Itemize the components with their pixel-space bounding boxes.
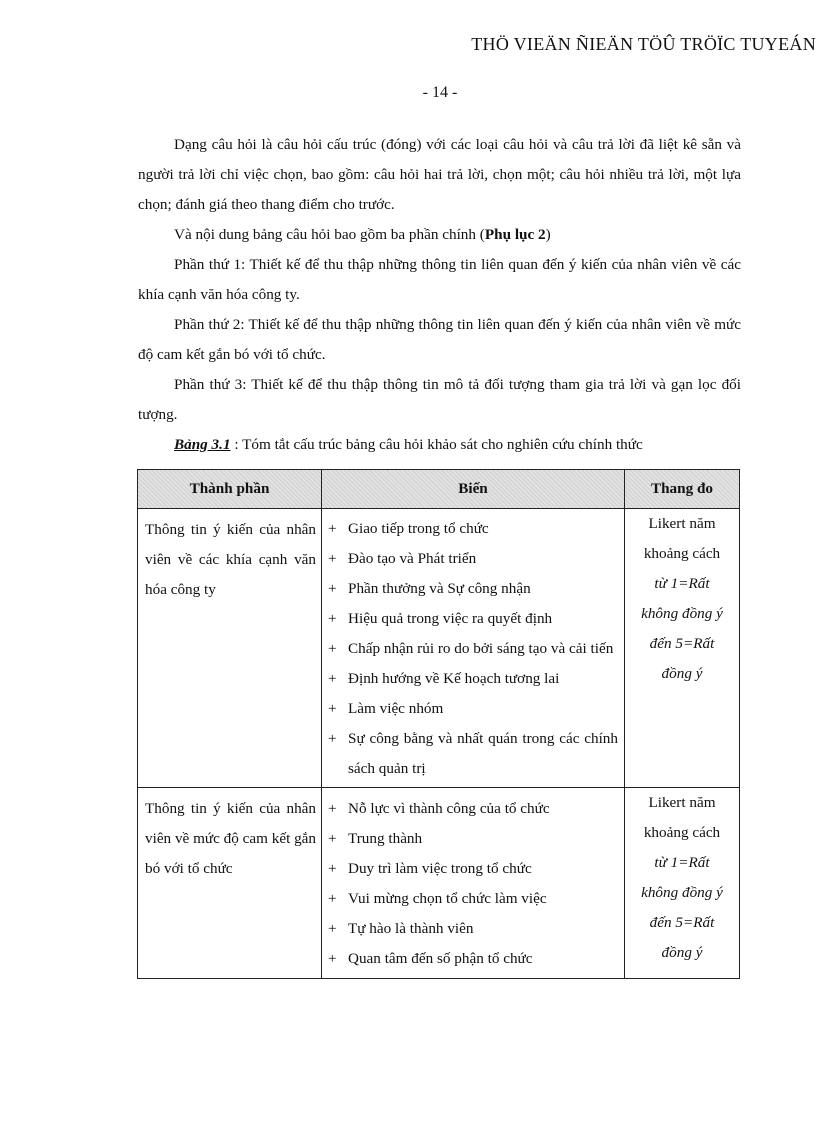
table-caption-label: Bảng 3.1 [174,436,231,453]
variables-cell [322,788,625,979]
scale-cell [625,509,740,788]
table-row [138,788,740,979]
variable-item: + Đào tạo và Phát triển [328,550,477,567]
scale-line: khoảng cách [643,824,721,841]
table-header-row [138,470,740,509]
paragraph-text: Và nội dung bảng câu hỏi bao gồm ba phần chính ( [174,226,485,243]
variable-item: + Vui mừng chọn tổ chức làm việc [328,890,547,907]
variable-item: + Chấp nhận rủi ro do bởi sáng tạo và cải tiến [328,640,614,657]
variable-item: + Hiệu quả trong việc ra quyết định [328,610,553,627]
variable-item: + Nỗ lực vì thành công của tổ chức [328,800,550,817]
component-cell: Thông tin ý kiến của nhân viên về các khía cạnh văn hóa công ty [138,509,322,788]
variable-item: + Tự hào là thành viên [328,920,474,937]
paragraph: Phần thứ 3: Thiết kế để thu thập thông tin mô tả đối tượng tham gia trả lời và gạn lọc đối tượng. [138,376,741,423]
table-caption-text: : Tóm tắt cấu trúc bảng câu hỏi khảo sát cho nghiên cứu chính thức [230,436,643,453]
variable-item: + Quan tâm đến số phận tổ chức [328,950,533,967]
body-text [138,130,741,460]
scale-line: không đồng ý [641,884,723,901]
component-cell: Thông tin ý kiến của nhân viên về mức độ cam kết gắn bó với tổ chức [138,788,322,979]
paragraph: Phần thứ 1: Thiết kế để thu thập những thông tin liên quan đến ý kiến của nhân viên về các khía cạnh văn hóa công ty. [138,256,741,303]
scale-line: đến 5=Rất [649,635,715,652]
appendix-reference: Phụ lục 2 [484,226,546,243]
variable-item: + Làm việc nhóm [328,700,444,717]
table-caption [138,430,741,460]
variable-item: + Định hướng về Kế hoạch tương lai [328,670,560,687]
paragraph: Phần thứ 2: Thiết kế để thu thập những thông tin liên quan đến ý kiến của nhân viên về mức độ cam kết gắn bó với tổ chức. [138,316,741,363]
variable-item: + Sự công bằng và nhất quán trong các chính sách quản trị [328,730,618,777]
scale-line: Likert năm [648,515,716,532]
scale-line: đồng ý [661,944,703,961]
header-variable: Biến [322,470,625,509]
scale-line: từ 1=Rất [654,575,710,592]
variable-item: + Giao tiếp trong tổ chức [328,520,489,537]
scale-line: khoảng cách [643,545,721,562]
variable-item: + Phần thưởng và Sự công nhận [328,580,531,597]
scale-line: không đồng ý [641,605,723,622]
scale-line: đến 5=Rất [649,914,715,931]
paragraph-text: ) [545,226,551,243]
page-number: - 14 - [422,84,458,101]
header-scale: Thang đo [625,470,740,509]
questionnaire-structure-table [137,469,740,979]
paragraph [138,220,741,250]
header-component: Thành phần [138,470,322,509]
variable-item: + Trung thành [328,830,423,847]
scale-cell [625,788,740,979]
paragraph: Dạng câu hỏi là câu hỏi cấu trúc (đóng) với các loại câu hỏi và câu trả lời đã liệt kê sẵn và người trả lời chỉ việc chọn, bao gồm: câu hỏi hai trả lời, chọn một; câu hỏi nhiều trả lời, một lựa chọn; đánh giá theo thang điểm cho trước. [138,136,741,213]
scale-line: từ 1=Rất [654,854,710,871]
variable-item: + Duy trì làm việc trong tổ chức [328,860,532,877]
page-header-title: THÖ VIEÄN ÑIEÄN TÖÛ TRÖÏC TUYEÁN [471,34,816,54]
scale-line: Likert năm [648,794,716,811]
table-row [138,509,740,788]
variables-cell [322,509,625,788]
scale-line: đồng ý [661,665,703,682]
